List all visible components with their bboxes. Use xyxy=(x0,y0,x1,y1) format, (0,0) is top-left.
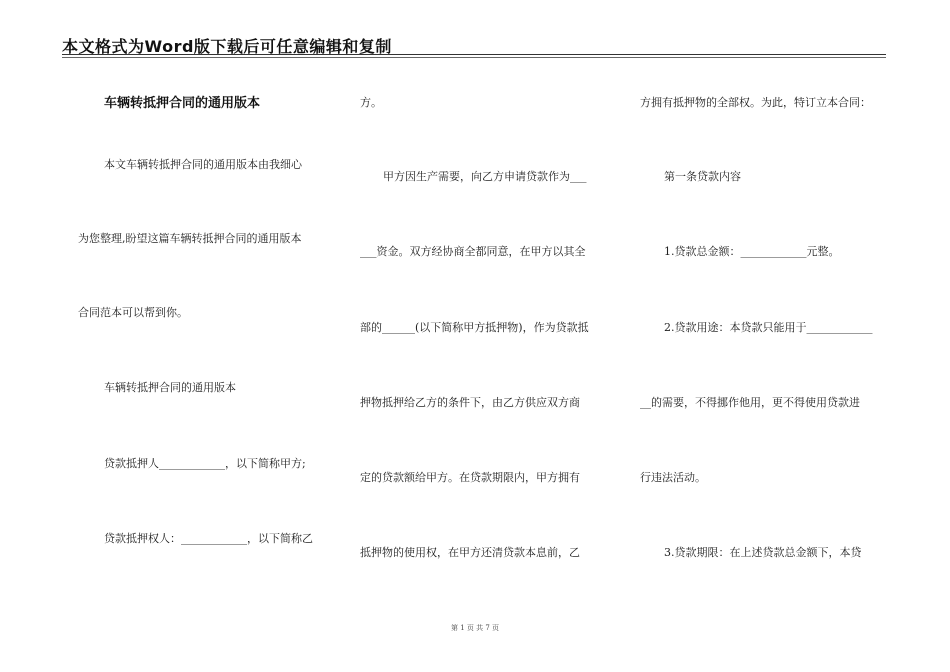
column3-line: 第一条贷款内容 xyxy=(664,170,741,183)
column2-line: 部的______(以下简称甲方抵押物)，作为贷款抵 xyxy=(360,321,589,334)
column3-line: 2.贷款用途：本贷款只能用于____________ xyxy=(664,321,873,334)
column3-line: 行违法活动。 xyxy=(640,471,706,484)
column1-line: 本文车辆转抵押合同的通用版本由我细心 xyxy=(104,158,302,171)
column1-line: 合同范本可以帮到你。 xyxy=(78,306,188,319)
column3-line: 3.贷款期限：在上述贷款总金额下，本贷 xyxy=(664,546,862,559)
document-title: 车辆转抵押合同的通用版本 xyxy=(104,96,261,111)
column2-line: 方。 xyxy=(360,96,382,109)
column3-line: 方拥有抵押物的全部权。为此，特订立本合同： xyxy=(640,96,871,109)
column1-line: 车辆转抵押合同的通用版本 xyxy=(104,381,236,394)
column2-line: 定的贷款额给甲方。在贷款期限内，甲方拥有 xyxy=(360,471,580,484)
column1-line: 贷款抵押人____________，以下简称甲方; xyxy=(104,457,306,470)
column1-line: 贷款抵押权人：____________，以下简称乙 xyxy=(104,532,313,545)
column3-line: 1.贷款总金额：____________元整。 xyxy=(664,245,840,258)
header-divider-secondary xyxy=(62,57,886,58)
header-divider xyxy=(62,54,886,55)
document-header-title: 本文格式为Word版下载后可任意编辑和复制 xyxy=(62,37,392,56)
column1-line: 为您整理,盼望这篇车辆转抵押合同的通用版本 xyxy=(78,232,302,245)
column3-line: __的需要，不得挪作他用，更不得使用贷款进 xyxy=(640,396,860,409)
page-number: 第 1 页 共 7 页 xyxy=(450,624,500,632)
column2-line: 押物抵押给乙方的条件下，由乙方供应双方商 xyxy=(360,396,580,409)
column2-line: 抵押物的使用权，在甲方还清贷款本息前，乙 xyxy=(360,546,580,559)
column2-line: ___资金。双方经协商全都同意，在甲方以其全 xyxy=(360,245,586,258)
column2-line: 甲方因生产需要，向乙方申请贷款作为___ xyxy=(383,170,587,183)
